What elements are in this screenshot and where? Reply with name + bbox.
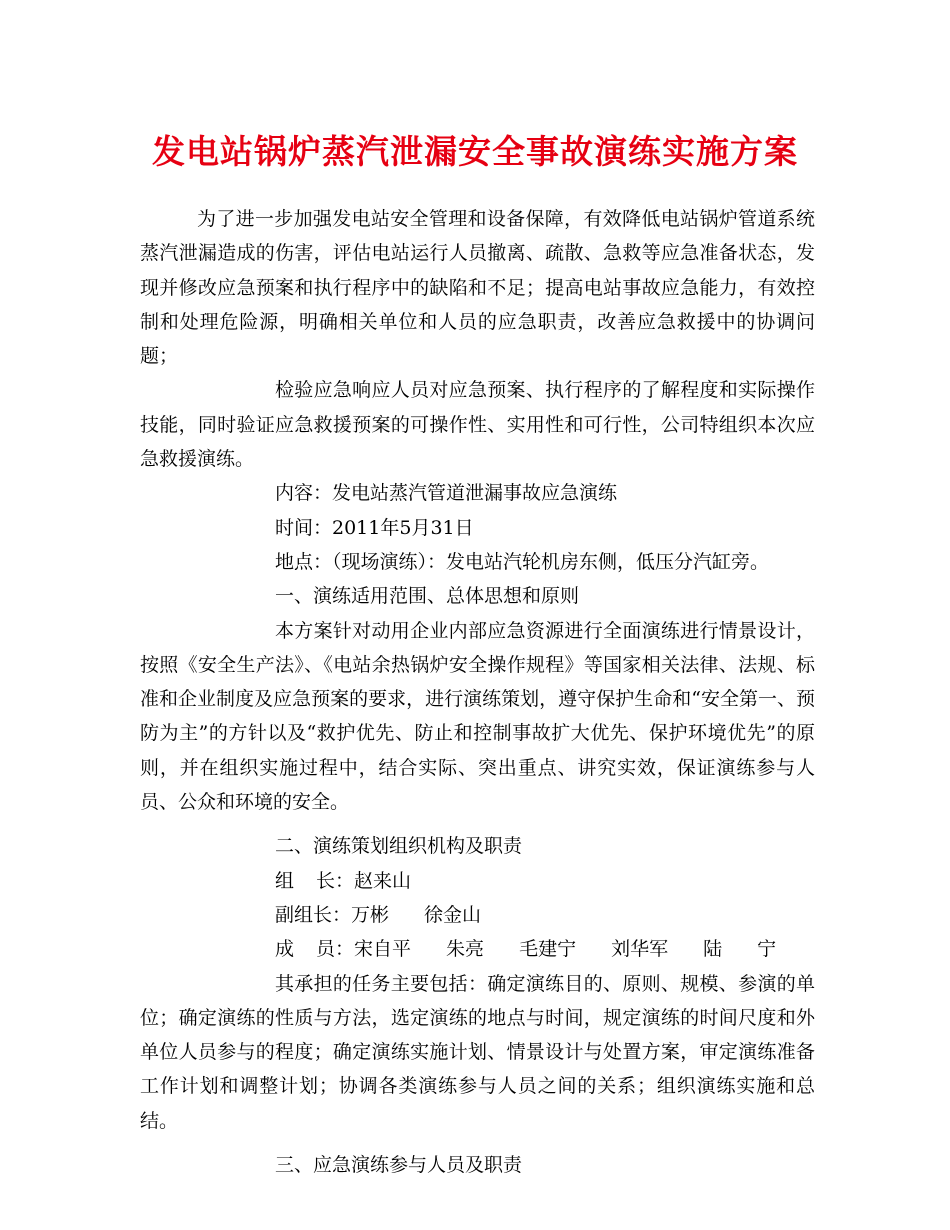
verify-paragraph: 检验应急响应人员对应急预案、执行程序的了解程度和实际操作技能，同时验证应急救援预案的可操作性、实用性和可行性，公司特组织本次应急救援演练。 — [140, 379, 815, 471]
member-line — [140, 932, 815, 966]
drill-content: 内容：发电站蒸汽管道泄漏事故应急演练 — [275, 482, 618, 505]
member-name: 朱亮 — [446, 938, 485, 961]
document-body — [140, 202, 815, 1182]
leader-name: 赵来山 — [354, 869, 412, 892]
leader-line — [140, 864, 815, 898]
member-name: 宋自平 — [354, 938, 412, 961]
intro-paragraph: 为了进一步加强发电站安全管理和设备保障，有效降低电站锅炉管道系统蒸汽泄漏造成的伤害，评估电站运行人员撤离、疏散、急救等应急准备状态，发现并修改应急预案和执行程序中的缺陷和不足；提高电站事故应急能力，有效控制和处理危险源，明确相关单位和人员的应急职责，改善应急救援中的协调问题； — [140, 208, 815, 368]
section-heading-2: 二、演练策划组织机构及职责 — [275, 835, 523, 858]
duties-paragraph: 其承担的任务主要包括：确定演练目的、原则、规模、参演的单位；确定演练的性质与方法，选定演练的地点与时间，规定演练的时间尺度和外单位人员参与的程度；确定演练实施计划、情景设计与处置方案，审定演练准备工作计划和调整计划；协调各类演练参与人员之间的关系；组织演练实施和总结。 — [140, 972, 815, 1132]
document-title: 发电站锅炉蒸汽泄漏安全事故演练实施方案 — [152, 132, 798, 171]
leader-label-a: 组 — [275, 869, 295, 892]
deputy-label: 副组长： — [275, 903, 352, 926]
member-label-b: 员： — [316, 938, 355, 961]
member-name-a: 陆 — [703, 938, 723, 961]
member-name: 毛建宁 — [519, 938, 577, 961]
scope-paragraph: 本方案针对动用企业内部应急资源进行全面演练进行情景设计，按照《安全生产法》、《电站余热锅炉安全操作规程》等国家相关法律、法规、标准和企业制度及应急预案的要求，进行演练策划，遵守保护生命和“安全第一、预防为主”的方针以及“救护优先、防止和控制事故扩大优先、保护环境优先”的原则，并在组织实施过程中，结合实际、突出重点、讲究实效，保证演练参与人员、公众和环境的安全。 — [140, 619, 815, 814]
member-name-b: 宁 — [757, 938, 777, 961]
deputy-line — [140, 898, 815, 932]
member-label-a: 成 — [275, 938, 295, 961]
member-name: 刘华军 — [611, 938, 669, 961]
deputy-name: 万彬 — [351, 903, 390, 926]
leader-label-b: 长： — [316, 869, 355, 892]
drill-time: 时间：2011年5月31日 — [275, 516, 474, 539]
section-heading-3: 三、应急演练参与人员及职责 — [275, 1154, 523, 1177]
deputy-name: 徐金山 — [424, 903, 482, 926]
drill-place: 地点：（现场演练）：发电站汽轮机房东侧，低压分汽缸旁。 — [275, 550, 770, 573]
section-heading-1: 一、演练适用范围、总体思想和原则 — [275, 585, 580, 608]
